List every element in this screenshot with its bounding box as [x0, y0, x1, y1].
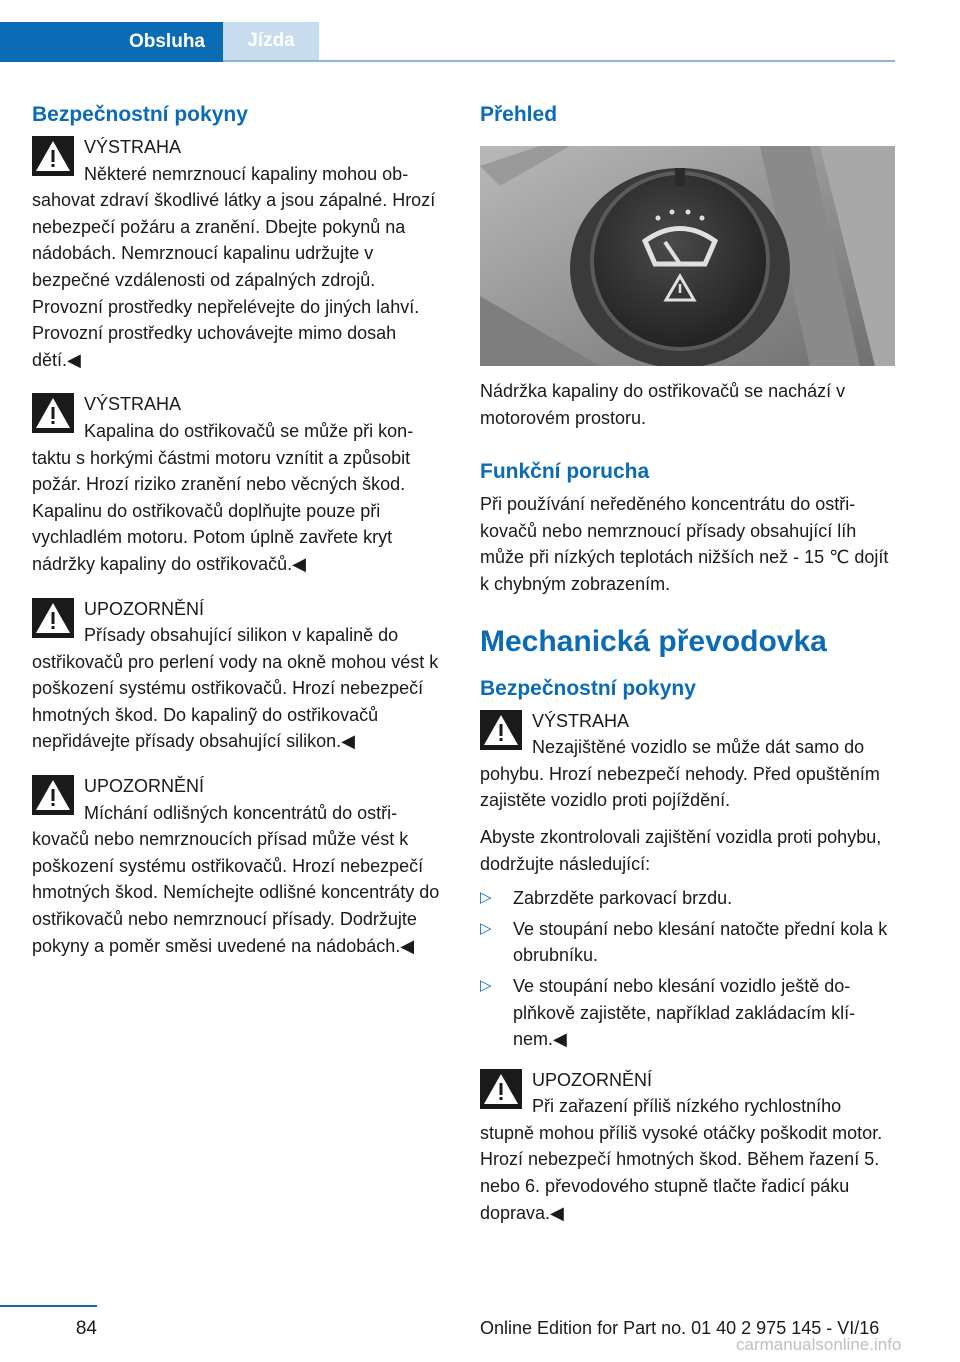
warning-triangle-icon	[32, 136, 74, 176]
notice-text: Přísady obsahující silikon v kapalině do ostřikovačů pro perlení vody na okně mohou vést k poškození systému ostřikovačů. Hrozí nebezpečí hmotných škod. Do kapalinỹ do ostřikovačů nepřidávejte přísady obsahující silikon.◀	[32, 625, 439, 752]
list-item	[480, 916, 895, 969]
tab-obsluha[interactable]: Obsluha	[0, 22, 223, 62]
notice-title: UPOZORNĚNÍ	[532, 1069, 653, 1090]
warning-triangle-icon	[32, 598, 74, 638]
warning-text: Některé nemrznoucí kapaliny mohou obsahovat zdraví škodlivé látky a jsou zápalné. Hrozí nebezpečí požáru a zranění. Dbejte pokynů na nádobách. Nemrznoucí kapalinu udržujte v bezpečné vzdálenosti od zápalných zdrojů. Provozní prostředky nepřelévejte do jiných lahví. Provozní prostředky uchovávejte mimo dosah dětí.◀	[32, 163, 436, 370]
warning-triangle-icon	[480, 710, 522, 750]
list-item	[480, 885, 895, 912]
triangle-bullet-icon: ▷	[480, 919, 492, 937]
malfunction-heading: Funkční porucha	[480, 460, 650, 484]
safety-heading: Bezpečnostní pokyny	[32, 103, 248, 126]
notice-text: Míchání odlišných koncentrátů do ostřikovačů nebo nemrznoucích přísad může vést k poškození systému ostřikovačů. Hrozí nebezpečí hmotných škod. Nemíchejte odlišné koncentráty do ostřikovačů nebo nemrznoucí přísady. Dodržujte pokyny a poměr směsi uvedené na nádobách.◀	[32, 802, 440, 956]
list-item-text: Ve stoupání nebo klesání vozidlo ještě doplňkově zajistěte, například zakládacím klínem.◀	[513, 975, 856, 1050]
warning-text: Kapalina do ostřikovačů se může při kontaktu s horkými částmi motoru vznítit a způsobit požár. Hrozí riziko zranění nebo věcných škod. Kapalinu do ostřikovačů doplňujte pouze při vychladlém motoru. Potom úplně zavřete kryt nádržky kapaliny do ostřikovačů.◀	[32, 420, 414, 574]
warning-title: VÝSTRAHA	[532, 710, 630, 731]
notice-block	[480, 1067, 895, 1227]
warning-title: VÝSTRAHA	[84, 137, 182, 157]
warning-block	[480, 708, 895, 814]
list-item-text: Zabrzděte parkovací brzdu.	[513, 888, 733, 909]
steps-list	[480, 885, 895, 1053]
edition-text: Online Edition for Part no. 01 40 2 975 145 - VI/16	[480, 1318, 880, 1338]
malfunction-text: Při používání neředěného koncentrátu do ostřikovačů nebo nemrznoucí přísady obsahující líh může při nízkých teplotách nižších než - 15 ℃ dojít k chybným zobrazením.	[480, 494, 889, 594]
notice-block	[32, 773, 446, 959]
watermark: carmanualsonline.info	[736, 1335, 902, 1354]
safety-heading: Bezpečnostní pokyny	[480, 676, 696, 700]
warning-text: Nezajištěné vozidlo se může dát samo do pohybu. Hrozí nebezpečí nehody. Před opuštěním zajistěte vozidlo proti pojíždění.	[480, 737, 880, 811]
photo-caption: Nádržka kapaliny do ostřikovačů se nachází v motorovém prostoru.	[480, 381, 846, 428]
warning-title: VÝSTRAHA	[84, 394, 182, 415]
header-tabs	[0, 22, 895, 62]
notice-block	[32, 596, 446, 756]
tab-jizda[interactable]: Jízda	[223, 22, 319, 60]
warning-block	[32, 391, 446, 577]
overview-heading: Přehled	[480, 103, 558, 126]
warning-triangle-icon	[32, 775, 74, 815]
footer-divider	[0, 1305, 97, 1307]
notice-title: UPOZORNĚNÍ	[84, 598, 205, 619]
list-item	[480, 973, 895, 1053]
right-column	[480, 100, 895, 1244]
notice-text: Při zařazení příliš nízkého rychlostního stupně mohou příliš vysoké otáčky poškodit motor. Hrozí nebezpečí hmotných škod. Během řazení 5. nebo 6. převodového stupně tlačte řadicí páku doprava.◀	[480, 1096, 883, 1223]
triangle-bullet-icon: ▷	[480, 976, 492, 994]
section-heading: Mechanická převodovka	[480, 624, 827, 658]
left-column	[32, 100, 446, 977]
warning-triangle-icon	[32, 393, 74, 433]
triangle-bullet-icon: ▷	[480, 889, 492, 907]
list-item-text: Ve stoupání nebo klesání natočte přední kola k obrubníku.	[513, 918, 888, 966]
warning-block	[32, 134, 446, 373]
washer-reservoir-photo	[480, 146, 895, 366]
page-number: 84	[75, 1318, 97, 1339]
notice-title: UPOZORNĚNÍ	[84, 776, 205, 797]
warning-triangle-icon	[480, 1069, 522, 1109]
intro-text: Abyste zkontrolovali zajištění vozidla proti pohybu, dodržujte následující:	[480, 826, 882, 874]
